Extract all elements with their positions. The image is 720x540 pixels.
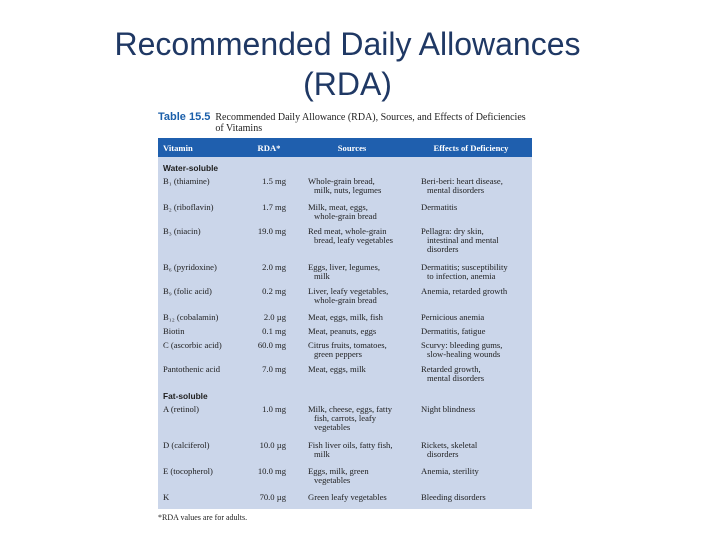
sources-cell: [294, 441, 410, 465]
effects-line: Scurvy: bleeding gums,: [421, 340, 503, 350]
sources-line: Fish liver oils, fatty fish,: [308, 440, 393, 450]
sources-cell: [294, 365, 410, 387]
effects-cell: [410, 365, 532, 387]
effects-line: Retarded growth,: [421, 364, 481, 374]
effects-cell: [410, 467, 532, 491]
sources-line: whole-grain bread: [314, 211, 377, 221]
sources-line: Eggs, liver, legumes,: [308, 262, 380, 272]
rda-value: 1.0 mg: [262, 404, 286, 414]
sources-line: Milk, cheese, eggs, fatty: [308, 404, 393, 414]
sources-line: milk: [314, 449, 330, 459]
sources-line: Citrus fruits, tomatoes,: [308, 340, 387, 350]
vitamin-name: B₁₂ (cobalamin): [163, 312, 219, 322]
effects-cell: [410, 227, 532, 261]
table-caption: [158, 112, 532, 134]
effects-line: disorders: [427, 244, 459, 254]
table-body: [158, 157, 532, 509]
effects-cell: [410, 287, 532, 311]
sources-cell: [294, 227, 410, 261]
sources-line: milk: [314, 271, 330, 281]
sources-cell: [294, 467, 410, 491]
header-vitamin: Vitamin: [163, 142, 193, 153]
effects-line: Dermatitis: [421, 202, 458, 212]
effects-line: mental disorders: [427, 185, 485, 195]
sources-cell: [294, 203, 410, 225]
sources-line: Milk, meat, eggs,: [308, 202, 368, 212]
slide-title-line-2: (RDA): [303, 66, 392, 102]
effects-line: Dermatitis, fatigue: [421, 326, 486, 336]
sources-cell: [294, 405, 410, 439]
table-row: [158, 339, 532, 363]
vitamin-name: C (ascorbic acid): [163, 340, 222, 350]
effects-line: to infection, anemia: [427, 271, 496, 281]
sources-cell: [294, 327, 410, 339]
effects-line: disorders: [427, 449, 459, 459]
sources-line: Whole-grain bread,: [308, 176, 375, 186]
effects-line: Rickets, skeletal: [421, 440, 478, 450]
table-row: [158, 403, 532, 439]
sources-line: Meat, peanuts, eggs: [308, 326, 377, 336]
effects-line: intestinal and mental: [427, 235, 499, 245]
vitamin-name: A (retinol): [163, 404, 200, 414]
sources-line: Green leafy vegetables: [308, 492, 387, 502]
sources-cell: [294, 493, 410, 509]
vitamin-name: B₂ (riboflavin): [163, 202, 214, 212]
sources-line: milk, nuts, legumes: [314, 185, 382, 195]
effects-line: Bleeding disorders: [421, 492, 486, 502]
header-rda: RDA*: [257, 142, 281, 153]
sources-line: Eggs, milk, green: [308, 466, 369, 476]
sources-line: Meat, eggs, milk, fish: [308, 312, 383, 322]
effects-line: Pellagra: dry skin,: [421, 226, 484, 236]
effects-line: Anemia, retarded growth: [421, 286, 508, 296]
rda-value: 7.0 mg: [262, 364, 286, 374]
vitamin-name: Pantothenic acid: [163, 364, 221, 374]
slide-title-line-1: Recommended Daily Allowances: [114, 26, 581, 62]
vitamin-table-figure: [158, 112, 532, 522]
vitamin-name: B₆ (pyridoxine): [163, 262, 217, 272]
vitamin-name: B₃ (niacin): [163, 226, 201, 236]
vitamin-name: E (tocopherol): [163, 466, 213, 476]
sources-cell: [294, 313, 410, 325]
header-effects: Effects of Deficiency: [433, 142, 509, 153]
sources-line: vegetables: [314, 475, 351, 485]
section-header: Fat-soluble: [163, 391, 208, 401]
effects-cell: [410, 177, 532, 201]
effects-line: Pernicious anemia: [421, 312, 485, 322]
slide-title: [0, 24, 695, 104]
sources-line: Meat, eggs, milk: [308, 364, 366, 374]
rda-value: 10.0 µg: [259, 440, 286, 450]
effects-line: Anemia, sterility: [421, 466, 479, 476]
effects-line: slow-healing wounds: [427, 349, 501, 359]
table-caption-text: Recommended Daily Allowance (RDA), Sources, and Effects of Deficiencies of Vitamins: [215, 112, 526, 134]
effects-cell: [410, 441, 532, 465]
sources-line: Red meat, whole-grain: [308, 226, 387, 236]
vitamin-name: D (calciferol): [163, 440, 210, 450]
table-row: [158, 285, 532, 311]
table-footnote: *RDA values are for adults.: [158, 513, 248, 522]
effects-line: Night blindness: [421, 404, 476, 414]
effects-cell: [410, 263, 532, 285]
rda-value: 2.0 mg: [262, 262, 286, 272]
sources-line: bread, leafy vegetables: [314, 235, 393, 245]
effects-cell: [410, 341, 532, 363]
vitamin-name: K: [163, 492, 170, 502]
sources-line: vegetables: [314, 422, 351, 432]
header-sources: Sources: [337, 142, 367, 153]
sources-cell: [294, 263, 410, 285]
vitamin-name: B₁ (thiamine): [163, 176, 210, 186]
effects-cell: [410, 405, 532, 439]
rda-value: 0.1 mg: [262, 326, 286, 336]
table-row: [158, 261, 532, 285]
table-row: [158, 439, 532, 465]
rda-value: 2.0 µg: [263, 312, 286, 322]
sources-line: green peppers: [314, 349, 362, 359]
vitamin-table: [158, 138, 532, 509]
sources-cell: [294, 177, 410, 201]
effects-line: Beri-beri: heart disease,: [421, 176, 503, 186]
effects-cell: [410, 313, 532, 325]
table-row: [158, 311, 532, 325]
effects-cell: [410, 493, 532, 509]
table-number: Table 15.5: [158, 111, 211, 123]
sources-line: whole-grain bread: [314, 295, 377, 305]
sources-line: Liver, leafy vegetables,: [308, 286, 389, 296]
vitamin-name: Biotin: [163, 326, 185, 336]
table-row: [158, 225, 532, 261]
table-row: [158, 325, 532, 339]
effects-line: mental disorders: [427, 373, 485, 383]
vitamin-name: B₉ (folic acid): [163, 286, 212, 296]
sources-cell: [294, 341, 410, 363]
effects-cell: [410, 203, 532, 225]
table-row: [158, 465, 532, 491]
table-row: [158, 175, 532, 201]
rda-value: 10.0 mg: [257, 466, 286, 476]
rda-value: 19.0 mg: [257, 226, 286, 236]
rda-value: 0.2 mg: [262, 286, 286, 296]
sources-line: fish, carrots, leafy: [314, 413, 377, 423]
table-header-row: [158, 138, 532, 157]
effects-line: Dermatitis; susceptibility: [421, 262, 508, 272]
rda-value: 60.0 mg: [257, 340, 286, 350]
rda-value: 1.5 mg: [262, 176, 286, 186]
section-header: Water-soluble: [163, 163, 219, 173]
effects-cell: [410, 327, 532, 339]
sources-cell: [294, 287, 410, 311]
rda-value: 70.0 µg: [259, 492, 286, 502]
rda-value: 1.7 mg: [262, 202, 286, 212]
table-row: [158, 363, 532, 387]
table-row: [158, 491, 532, 509]
table-row: [158, 201, 532, 225]
